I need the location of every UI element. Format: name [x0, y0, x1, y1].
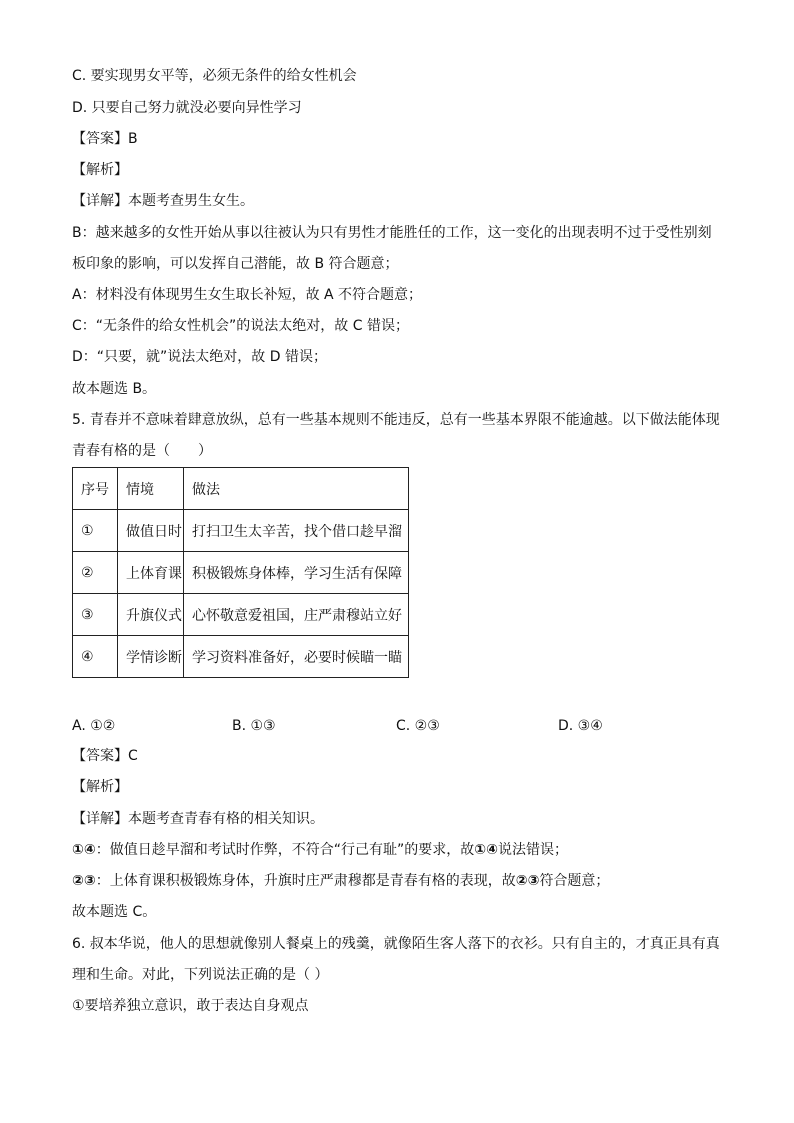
- q6-stem-line2: 理和生命。对此，下列说法正确的是（ ）: [72, 967, 329, 983]
- q4-option-d: D. 只要自己努力就没必要向异性学习: [72, 100, 302, 116]
- q4-d-line: D：“只要，就”说法太绝对，故 D 错误；: [72, 349, 327, 365]
- q5-stem-line2: 青春有格的是（ ）: [72, 443, 212, 459]
- q4-analysis-label: 【解析】: [72, 162, 128, 178]
- q5-analysis-14-end: 说法错误；: [497, 842, 568, 858]
- table-cell: 上体育课: [118, 552, 184, 594]
- table-cell: 心怀敬意爱祖国，庄严肃穆站立好: [184, 594, 409, 636]
- table-row: [73, 594, 409, 636]
- table-cell: 升旗仪式: [118, 594, 184, 636]
- q4-option-c: C. 要实现男女平等，必须无条件的给女性机会: [72, 68, 357, 84]
- q5-analysis-14-mid: ①④: [474, 842, 498, 858]
- table-cell: 学情诊断: [118, 636, 184, 678]
- table-cell: 积极锻炼身体棒，学习生活有保障: [184, 552, 409, 594]
- q5-analysis-label: 【解析】: [72, 779, 128, 795]
- q6-item1: ①要培养独立意识，敢于表达自身观点: [72, 998, 309, 1014]
- table-cell: 打扫卫生太辛苦，找个借口趁早溜: [184, 510, 409, 552]
- q5-stem-line1: 5. 青春并不意味着肆意放纵，总有一些基本规则不能违反，总有一些基本界限不能逾越。以下做法能体现: [72, 412, 720, 428]
- table-cell: ②: [73, 552, 118, 594]
- table-cell: ③: [73, 594, 118, 636]
- q5-answer: 【答案】C: [72, 748, 138, 764]
- q5-table: [72, 467, 409, 678]
- q4-detail: 【详解】本题考查男生女生。: [72, 193, 254, 209]
- q4-conclusion: 故本题选 B。: [72, 381, 157, 397]
- q6-stem-line1: 6. 叔本华说，他人的思想就像别人餐桌上的残羹，就像陌生客人落下的衣衫。只有自主的，才真正具有真: [72, 936, 720, 952]
- q4-answer: 【答案】B: [72, 131, 138, 147]
- q5-analysis-14-text: ：做值日趁早溜和考试时作弊，不符合“行己有耻”的要求，故: [95, 842, 475, 858]
- q5-detail: 【详解】本题考查青春有格的相关知识。: [72, 811, 324, 827]
- table-row: [73, 510, 409, 552]
- q4-b-line1: B：越来越多的女性开始从事以往被认为只有男性才能胜任的工作，这一变化的出现表明不过于受性别刻: [72, 225, 712, 241]
- q5-option-a: A. ①②: [72, 718, 116, 734]
- table-cell: 做值日时: [118, 510, 184, 552]
- table-cell: ④: [73, 636, 118, 678]
- table-cell: 学习资料准备好，必要时候瞄一瞄: [184, 636, 409, 678]
- table-header-row: [73, 468, 409, 510]
- q4-c-line: C：“无条件的给女性机会”的说法太绝对，故 C 错误；: [72, 318, 409, 334]
- table-header-cell: 做法: [184, 468, 409, 510]
- q5-analysis-23: [72, 871, 609, 891]
- table-row: [73, 636, 409, 678]
- q5-analysis-14: [72, 840, 568, 860]
- table-row: [73, 552, 409, 594]
- q5-analysis-23-end: 符合题意；: [539, 873, 610, 889]
- q4-a-line: A：材料没有体现男生女生取长补短，故 A 不符合题意；: [72, 287, 423, 303]
- q5-analysis-14-prefix: ①④: [72, 842, 96, 858]
- q5-analysis-23-mid: ②③: [515, 873, 540, 889]
- q5-option-d: D. ③④: [558, 718, 603, 734]
- q5-option-c: C. ②③: [396, 718, 440, 734]
- q5-analysis-23-prefix: ②③: [72, 873, 96, 889]
- table-header-cell: 情境: [118, 468, 184, 510]
- q5-option-b: B. ①③: [232, 718, 276, 734]
- table-cell: ①: [73, 510, 118, 552]
- table-header-cell: 序号: [73, 468, 118, 510]
- q5-analysis-23-text: ：上体育课积极锻炼身体，升旗时庄严肃穆都是青春有格的表现，故: [95, 873, 516, 889]
- q4-b-line2: 板印象的影响，可以发挥自己潜能，故 B 符合题意；: [72, 256, 399, 272]
- q5-conclusion: 故本题选 C。: [72, 904, 157, 920]
